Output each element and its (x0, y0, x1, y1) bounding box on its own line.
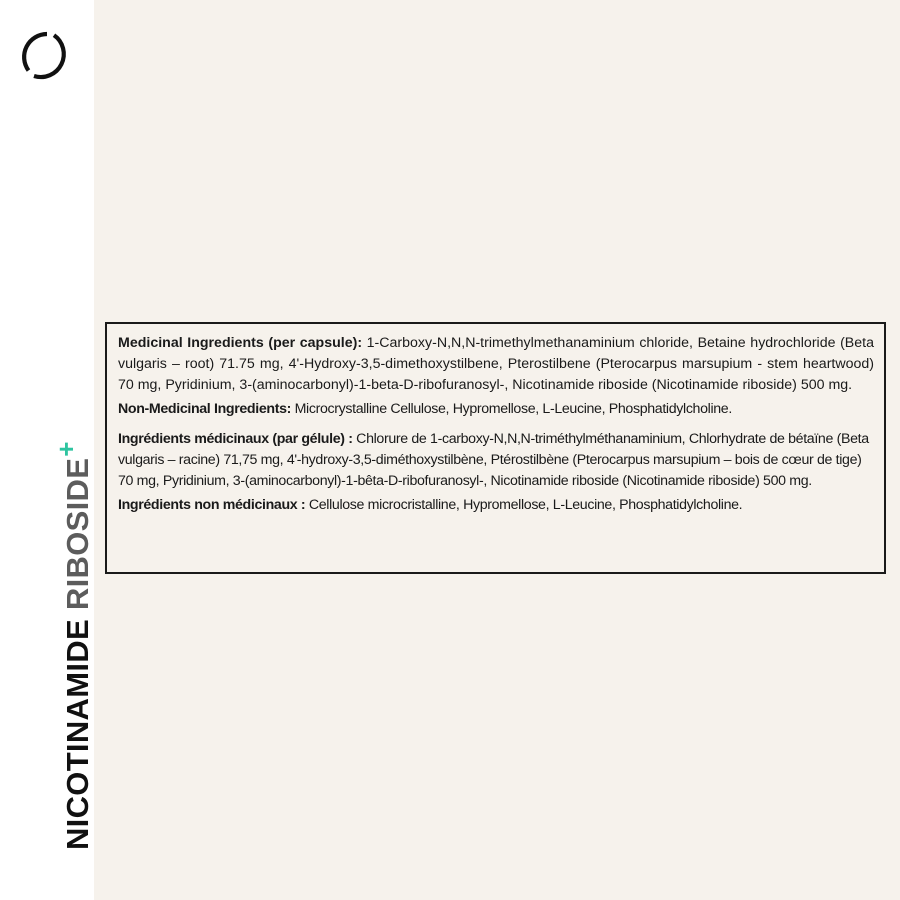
en-non-medicinal-label: Non-Medicinal Ingredients: (118, 401, 291, 417)
en-medicinal-ingredients (118, 333, 874, 396)
product-name (51, 441, 95, 850)
fr-non-medicinal-ingredients (118, 495, 874, 516)
fr-medicinal-text: Chlorure de 1-carboxy-N,N,N-triméthylméthanaminium, Chlorhydrate de bétaïne (Beta vulgaris – racine) 71,75 mg, 4'-hydroxy-3,5-diméthoxystilbène, Ptérostilbène (Pterocarpus marsupium – bois de cœur de tige) 70 mg, Pyridinium, 3-(aminocarbonyl)-1-bêta-D-ribofuranosyl-, Nicotinamide riboside (Nicotinamide riboside) 500 mg. (118, 431, 869, 489)
product-name-word2: RIBOSIDE (60, 457, 95, 611)
en-medicinal-label: Medicinal Ingredients (per capsule): (118, 335, 363, 351)
fr-medicinal-ingredients (118, 429, 874, 492)
brand-logo-icon (21, 31, 73, 83)
fr-non-medicinal-text: Cellulose microcristalline, Hypromellose, L-Leucine, Phosphatidylcholine. (305, 497, 743, 513)
fr-medicinal-label: Ingrédients médicinaux (par gélule) : (118, 431, 353, 447)
ingredients-panel (105, 322, 886, 574)
en-non-medicinal-text: Microcrystalline Cellulose, Hypromellose, L-Leucine, Phosphatidylcholine. (290, 401, 732, 417)
fr-non-medicinal-label: Ingrédients non médicinaux : (118, 497, 306, 513)
plus-icon: + (51, 441, 81, 457)
side-panel (0, 0, 94, 900)
en-non-medicinal-ingredients (118, 399, 874, 420)
product-name-word1: NICOTINAMIDE (60, 619, 95, 850)
en-medicinal-text: 1-Carboxy-N,N,N-trimethylmethanaminium chloride, Betaine hydrochloride (Beta vulgaris – root) 71.75 mg, 4'-Hydroxy-3,5-dimethoxystilbene, Pterostilbene (Pterocarpus marsupium - stem heartwood) 70 mg, Pyridinium, 3-(aminocarbonyl)-1-beta-D-ribofuranosyl-, Nicotinamide riboside (Nicotinamide riboside) 500 mg. (118, 335, 874, 393)
